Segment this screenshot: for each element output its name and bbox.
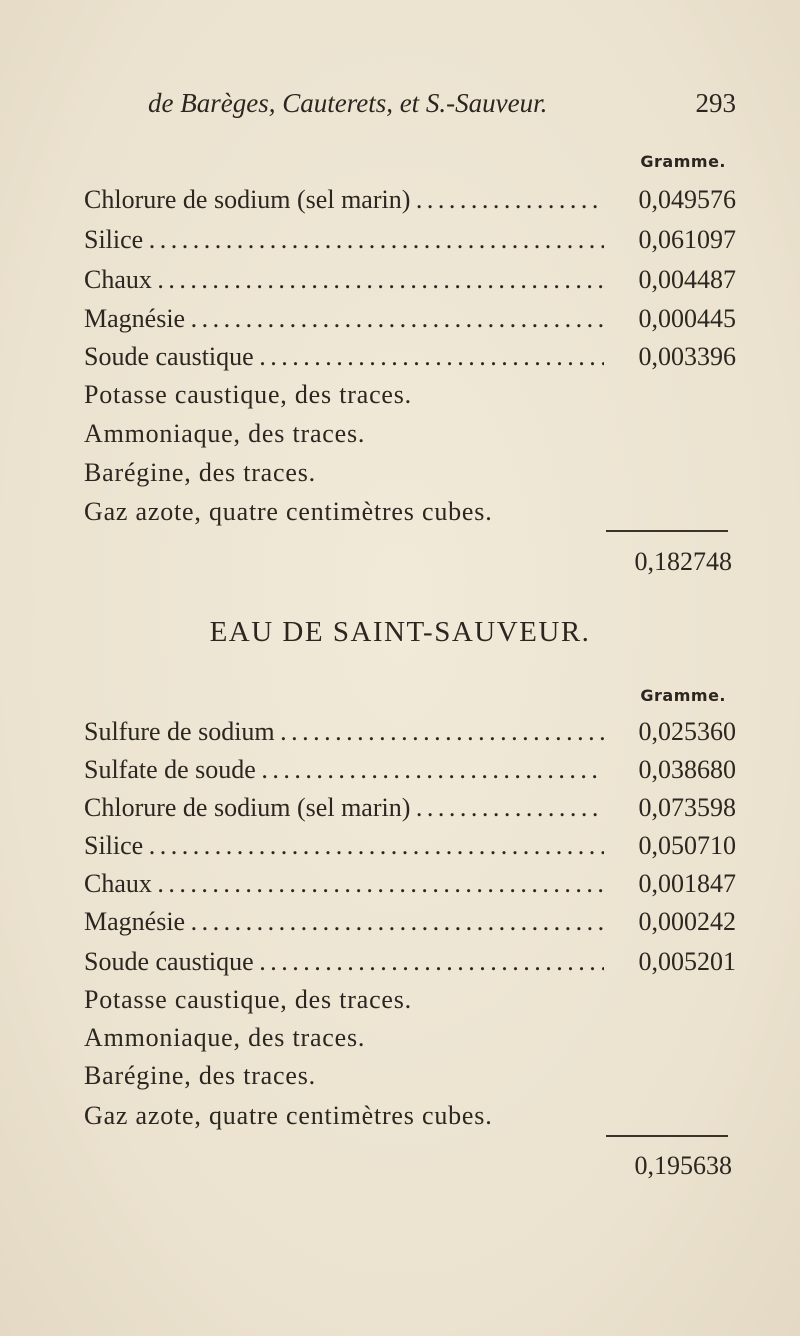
substance-name: Silice . . . (84, 826, 604, 866)
substance-value: 0,050710 (638, 831, 736, 860)
substance-name: Chlorure de sodium (sel marin) . . . (84, 788, 604, 828)
trace-line: Barégine, des traces. (84, 458, 316, 487)
trace-line: Ammoniaque, des traces. (84, 419, 366, 448)
running-title: de Barèges, Cauterets, et S.-Sauveur. (148, 88, 548, 118)
substance-name: Soude caustique . . . (84, 942, 604, 982)
substance-name: Chaux . . . (84, 260, 604, 300)
substance-value: 0,000242 (638, 907, 736, 936)
substance-name: Sulfate de soude . . . (84, 750, 604, 790)
trace-line: Ammoniaque, des traces. (84, 1023, 366, 1052)
unit-label: Gramme. (640, 152, 726, 171)
table-row (84, 712, 736, 752)
substance-name: Chlorure de sodium (sel marin) . . . (84, 180, 604, 220)
table-row (84, 902, 736, 942)
table-row (84, 180, 736, 220)
table-row (84, 260, 736, 300)
substance-name: Chaux . . . (84, 864, 604, 904)
table-row (84, 788, 736, 828)
unit-label: Gramme. (640, 686, 726, 705)
substance-value: 0,001847 (638, 869, 736, 898)
table-row (84, 220, 736, 260)
table-row (84, 299, 736, 339)
page-number: 293 (695, 88, 736, 118)
sum-rule (606, 1135, 728, 1137)
trace-line: Gaz azote, quatre centimètres cubes. (84, 1101, 493, 1130)
table-row (84, 826, 736, 866)
trace-line: Potasse caustique, des traces. (84, 985, 412, 1014)
substance-value: 0,025360 (638, 717, 736, 746)
substance-value: 0,061097 (638, 225, 736, 254)
table-row (84, 750, 736, 790)
total-value: 0,195638 (634, 1151, 732, 1180)
substance-name: Magnésie . . . (84, 299, 604, 339)
substance-name: Magnésie . . . (84, 902, 604, 942)
trace-line: Potasse caustique, des traces. (84, 380, 412, 409)
section-title: EAU DE SAINT-SAUVEUR. (209, 616, 591, 648)
table-row (84, 864, 736, 904)
substance-value: 0,003396 (638, 342, 736, 371)
page-header (148, 88, 736, 128)
substance-value: 0,004487 (638, 265, 736, 294)
substance-value: 0,038680 (638, 755, 736, 784)
substance-value: 0,005201 (638, 947, 736, 976)
substance-name: Silice . . . (84, 220, 604, 260)
trace-line: Gaz azote, quatre centimètres cubes. (84, 497, 493, 526)
table-row (84, 337, 736, 377)
substance-value: 0,000445 (638, 304, 736, 333)
sum-rule (606, 530, 728, 532)
trace-line: Barégine, des traces. (84, 1061, 316, 1090)
table-row (84, 942, 736, 982)
substance-name: Soude caustique . . . (84, 337, 604, 377)
substance-value: 0,073598 (638, 793, 736, 822)
substance-name: Sulfure de sodium . . . (84, 712, 604, 752)
substance-value: 0,049576 (638, 185, 736, 214)
total-value: 0,182748 (634, 547, 732, 576)
